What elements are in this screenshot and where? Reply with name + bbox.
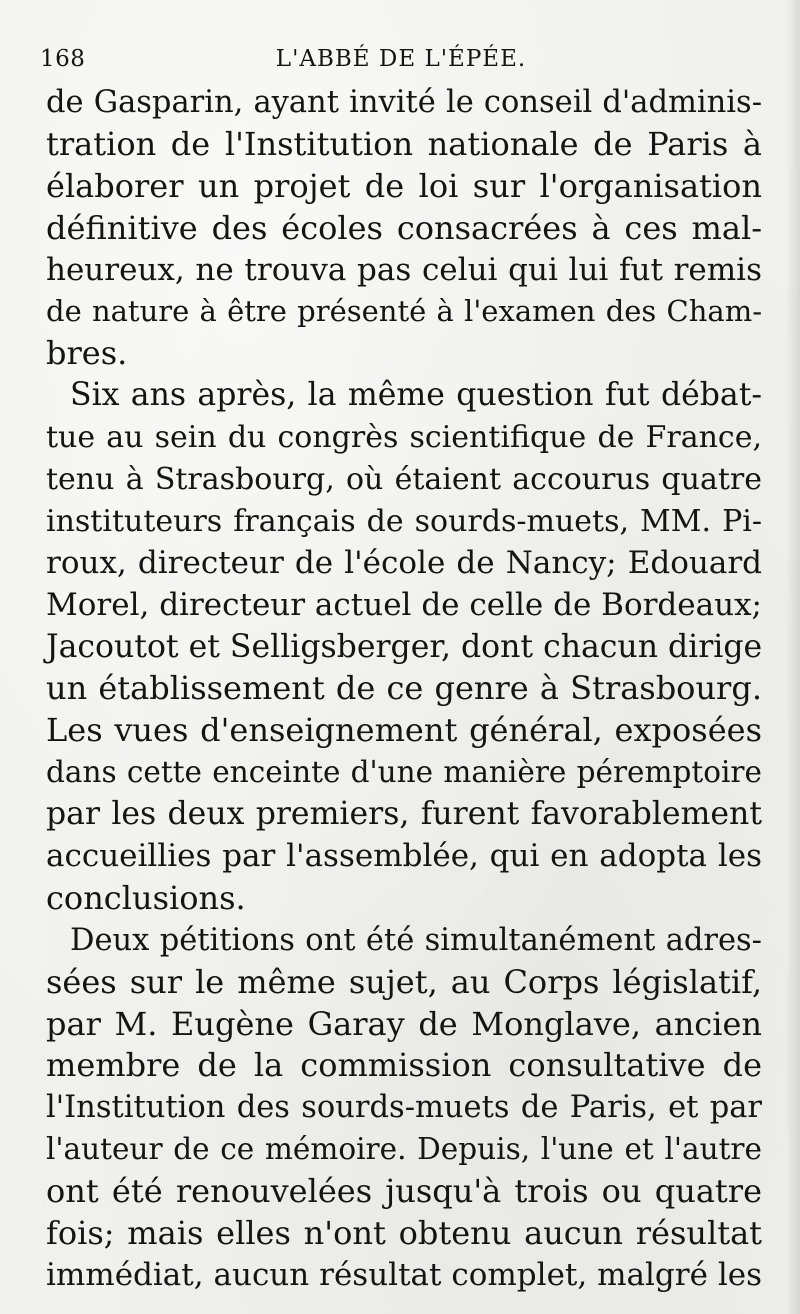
- paragraph-1: [46, 82, 762, 375]
- text-line: un établissement de ce genre à Strasbourg.: [46, 669, 762, 708]
- text-line: Morel, directeur actuel de celle de Bordeaux;: [46, 586, 762, 623]
- page-number: 168: [40, 46, 86, 72]
- text-line: Deux pétitions ont été simultanément adres-: [70, 922, 762, 958]
- text-line: Jacoutot et Selligsberger, dont chacun dirige: [46, 628, 763, 665]
- text-line: accueillies par l'assemblée, qui en adopta les: [46, 838, 762, 875]
- text-line: Les vues d'enseignement général, exposées: [46, 711, 762, 750]
- text-line: définitive des écoles consacrées à ces mal-: [46, 208, 762, 247]
- text-line: instituteurs français de sourds-muets, MM. Pi-: [46, 503, 762, 539]
- body-text: [46, 82, 762, 1297]
- text-line: par les deux premiers, furent favorablement: [46, 796, 762, 833]
- text-line: sées sur le même sujet, au Corps législatif,: [46, 962, 762, 1001]
- page-edge-shadow: [786, 0, 800, 1314]
- text-line: de Gasparin, ayant invité le conseil d'adminis-: [46, 85, 762, 120]
- text-line: conclusions.: [46, 878, 246, 917]
- text-line: l'auteur de ce mémoire. Depuis, l'une et l'autre: [46, 1132, 762, 1167]
- text-line: bres.: [46, 334, 128, 373]
- text-line: Six ans après, la même question fut débat-: [70, 377, 762, 414]
- text-line: par M. Eugène Garay de Monglave, ancien: [46, 1004, 762, 1043]
- text-line: tenu à Strasbourg, où étaient accourus quatre: [46, 462, 762, 498]
- text-line: élaborer un projet de loi sur l'organisation: [46, 166, 762, 205]
- paragraph-2: [46, 375, 762, 920]
- text-line: roux, directeur de l'école de Nancy; Edouard: [46, 544, 762, 581]
- text-line: membre de la commission consultative de: [46, 1046, 762, 1085]
- text-line: tration de l'Institution nationale de Paris à: [46, 124, 762, 163]
- text-line: fois; mais elles n'ont obtenu aucun résultat: [46, 1214, 762, 1253]
- paragraph-3: [46, 920, 762, 1297]
- text-line: heureux, ne trouva pas celui qui lui fut remis: [46, 251, 762, 288]
- text-line: de nature à être présenté à l'examen des Cham-: [46, 294, 762, 329]
- text-line: tue au sein du congrès scientifique de France,: [46, 420, 762, 456]
- text-line: dans cette enceinte d'une manière péremptoire: [46, 755, 762, 790]
- text-line: immédiat, aucun résultat complet, malgré les: [46, 1256, 762, 1293]
- text-line: l'Institution des sourds-muets de Paris, et par: [46, 1090, 762, 1126]
- text-line: ont été renouvelées jusqu'à trois ou quatre: [46, 1172, 762, 1211]
- running-head: L'ABBÉ DE L'ÉPÉE.: [275, 46, 527, 72]
- page-header: [40, 44, 762, 78]
